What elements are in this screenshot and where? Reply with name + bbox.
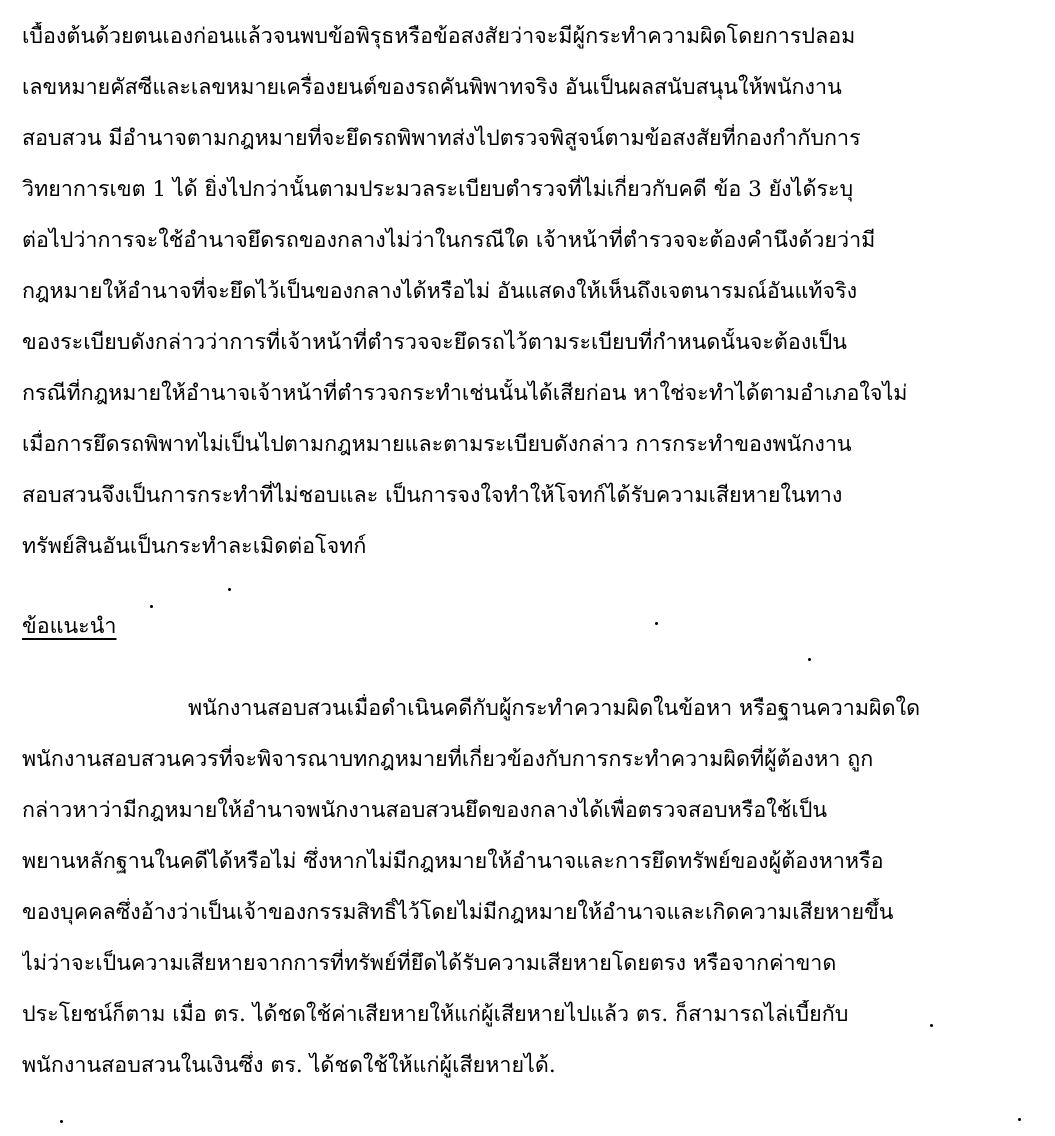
- section-heading: ข้อแนะนำ: [22, 614, 117, 639]
- paragraph-2-line-3: กล่าวหาว่ามีกฎหมายให้อำนาจพนักงานสอบสวนยึดของกลางได้เพื่อตรวจสอบหรือใช้เป็น: [22, 798, 828, 823]
- paragraph-2-line-8: พนักงานสอบสวนในเงินซึ่ง ตร. ได้ชดใช้ให้แก่ผู้เสียหายได้.: [22, 1053, 556, 1078]
- paragraph-1-line-1: เบื้องต้นด้วยตนเองก่อนแล้วจนพบข้อพิรุธหรือข้อสงสัยว่าจะมีผู้กระทำความผิดโดยการปลอม: [22, 24, 856, 49]
- paragraph-1-line-9: เมื่อการยึดรถพิพาทไม่เป็นไปตามกฎหมายและตามระเบียบดังกล่าว การกระทำของพนักงาน: [22, 432, 852, 457]
- paragraph-2-line-7: ประโยชน์ก็ตาม เมื่อ ตร. ได้ชดใช้ค่าเสียหายให้แก่ผู้เสียหายไปแล้ว ตร. ก็สามารถไล่เบี้ยกับ: [22, 1002, 849, 1027]
- paragraph-2-line-1: พนักงานสอบสวนเมื่อดำเนินคดีกับผู้กระทำความผิดในข้อหา หรือฐานความผิดใด: [188, 696, 921, 721]
- paragraph-2-line-4: พยานหลักฐานในคดีได้หรือไม่ ซึ่งหากไม่มีกฎหมายให้อำนาจและการยึดทรัพย์ของผู้ต้องหาหรือ: [22, 849, 884, 874]
- paragraph-2-line-2: พนักงานสอบสวนควรที่จะพิจารณาบทกฎหมายที่เกี่ยวข้องกับการกระทำความผิดที่ผู้ต้องหา ถูก: [22, 747, 874, 772]
- paragraph-1-line-7: ของระเบียบดังกล่าวว่าการที่เจ้าหน้าที่ตำรวจจะยึดรถไว้ตามระเบียบที่กำหนดนั้นจะต้องเป็น: [22, 330, 847, 355]
- paragraph-1-line-3: สอบสวน มีอำนาจตามกฎหมายที่จะยึดรถพิพาทส่งไปตรวจพิสูจน์ตามข้อสงสัยที่กองกำกับการ: [22, 126, 861, 151]
- scan-speck: [655, 622, 658, 625]
- scan-speck: [150, 605, 153, 608]
- paragraph-1-line-8: กรณีที่กฎหมายให้อำนาจเจ้าหน้าที่ตำรวจกระทำเช่นนั้นได้เสียก่อน หาใช่จะทำได้ตามอำเภอใจไม่: [22, 381, 908, 406]
- paragraph-1-line-10: สอบสวนจึงเป็นการกระทำที่ไม่ชอบและ เป็นการจงใจทำให้โจทก์ได้รับความเสียหายในทาง: [22, 483, 843, 508]
- paragraph-1-line-2: เลขหมายคัสซีและเลขหมายเครื่องยนต์ของรถคันพิพาทจริง อันเป็นผลสนับสนุนให้พนักงาน: [22, 75, 842, 100]
- scan-speck: [808, 658, 811, 661]
- paragraph-1-line-5: ต่อไปว่าการจะใช้อำนาจยึดรถของกลางไม่ว่าในกรณีใด เจ้าหน้าที่ตำรวจจะต้องคำนึงด้วยว่ามี: [22, 228, 876, 253]
- paragraph-2-line-6: ไม่ว่าจะเป็นความเสียหายจากการที่ทรัพย์ที่ยึดได้รับความเสียหายโดยตรง หรือจากค่าขาด: [22, 951, 837, 976]
- scan-speck: [60, 1120, 63, 1123]
- scan-speck: [228, 588, 231, 591]
- paragraph-1-line-6: กฎหมายให้อำนาจที่จะยึดไว้เป็นของกลางได้หรือไม่ อันแสดงให้เห็นถึงเจตนารมณ์อันแท้จริง: [22, 279, 858, 304]
- scan-speck: [1018, 1118, 1021, 1121]
- paragraph-1-line-4: วิทยาการเขต 1 ได้ ยิ่งไปกว่านั้นตามประมวลระเบียบตำรวจที่ไม่เกี่ยวกับคดี ข้อ 3 ยังได้ระบุ: [22, 177, 854, 202]
- scan-speck: [930, 1024, 933, 1027]
- paragraph-2-line-5: ของบุคคลซึ่งอ้างว่าเป็นเจ้าของกรรมสิทธิ์ไว้โดยไม่มีกฎหมายให้อำนาจและเกิดความเสียหายขึ้น: [22, 900, 894, 925]
- paragraph-1-line-11: ทรัพย์สินอันเป็นกระทำละเมิดต่อโจทก์: [22, 534, 367, 559]
